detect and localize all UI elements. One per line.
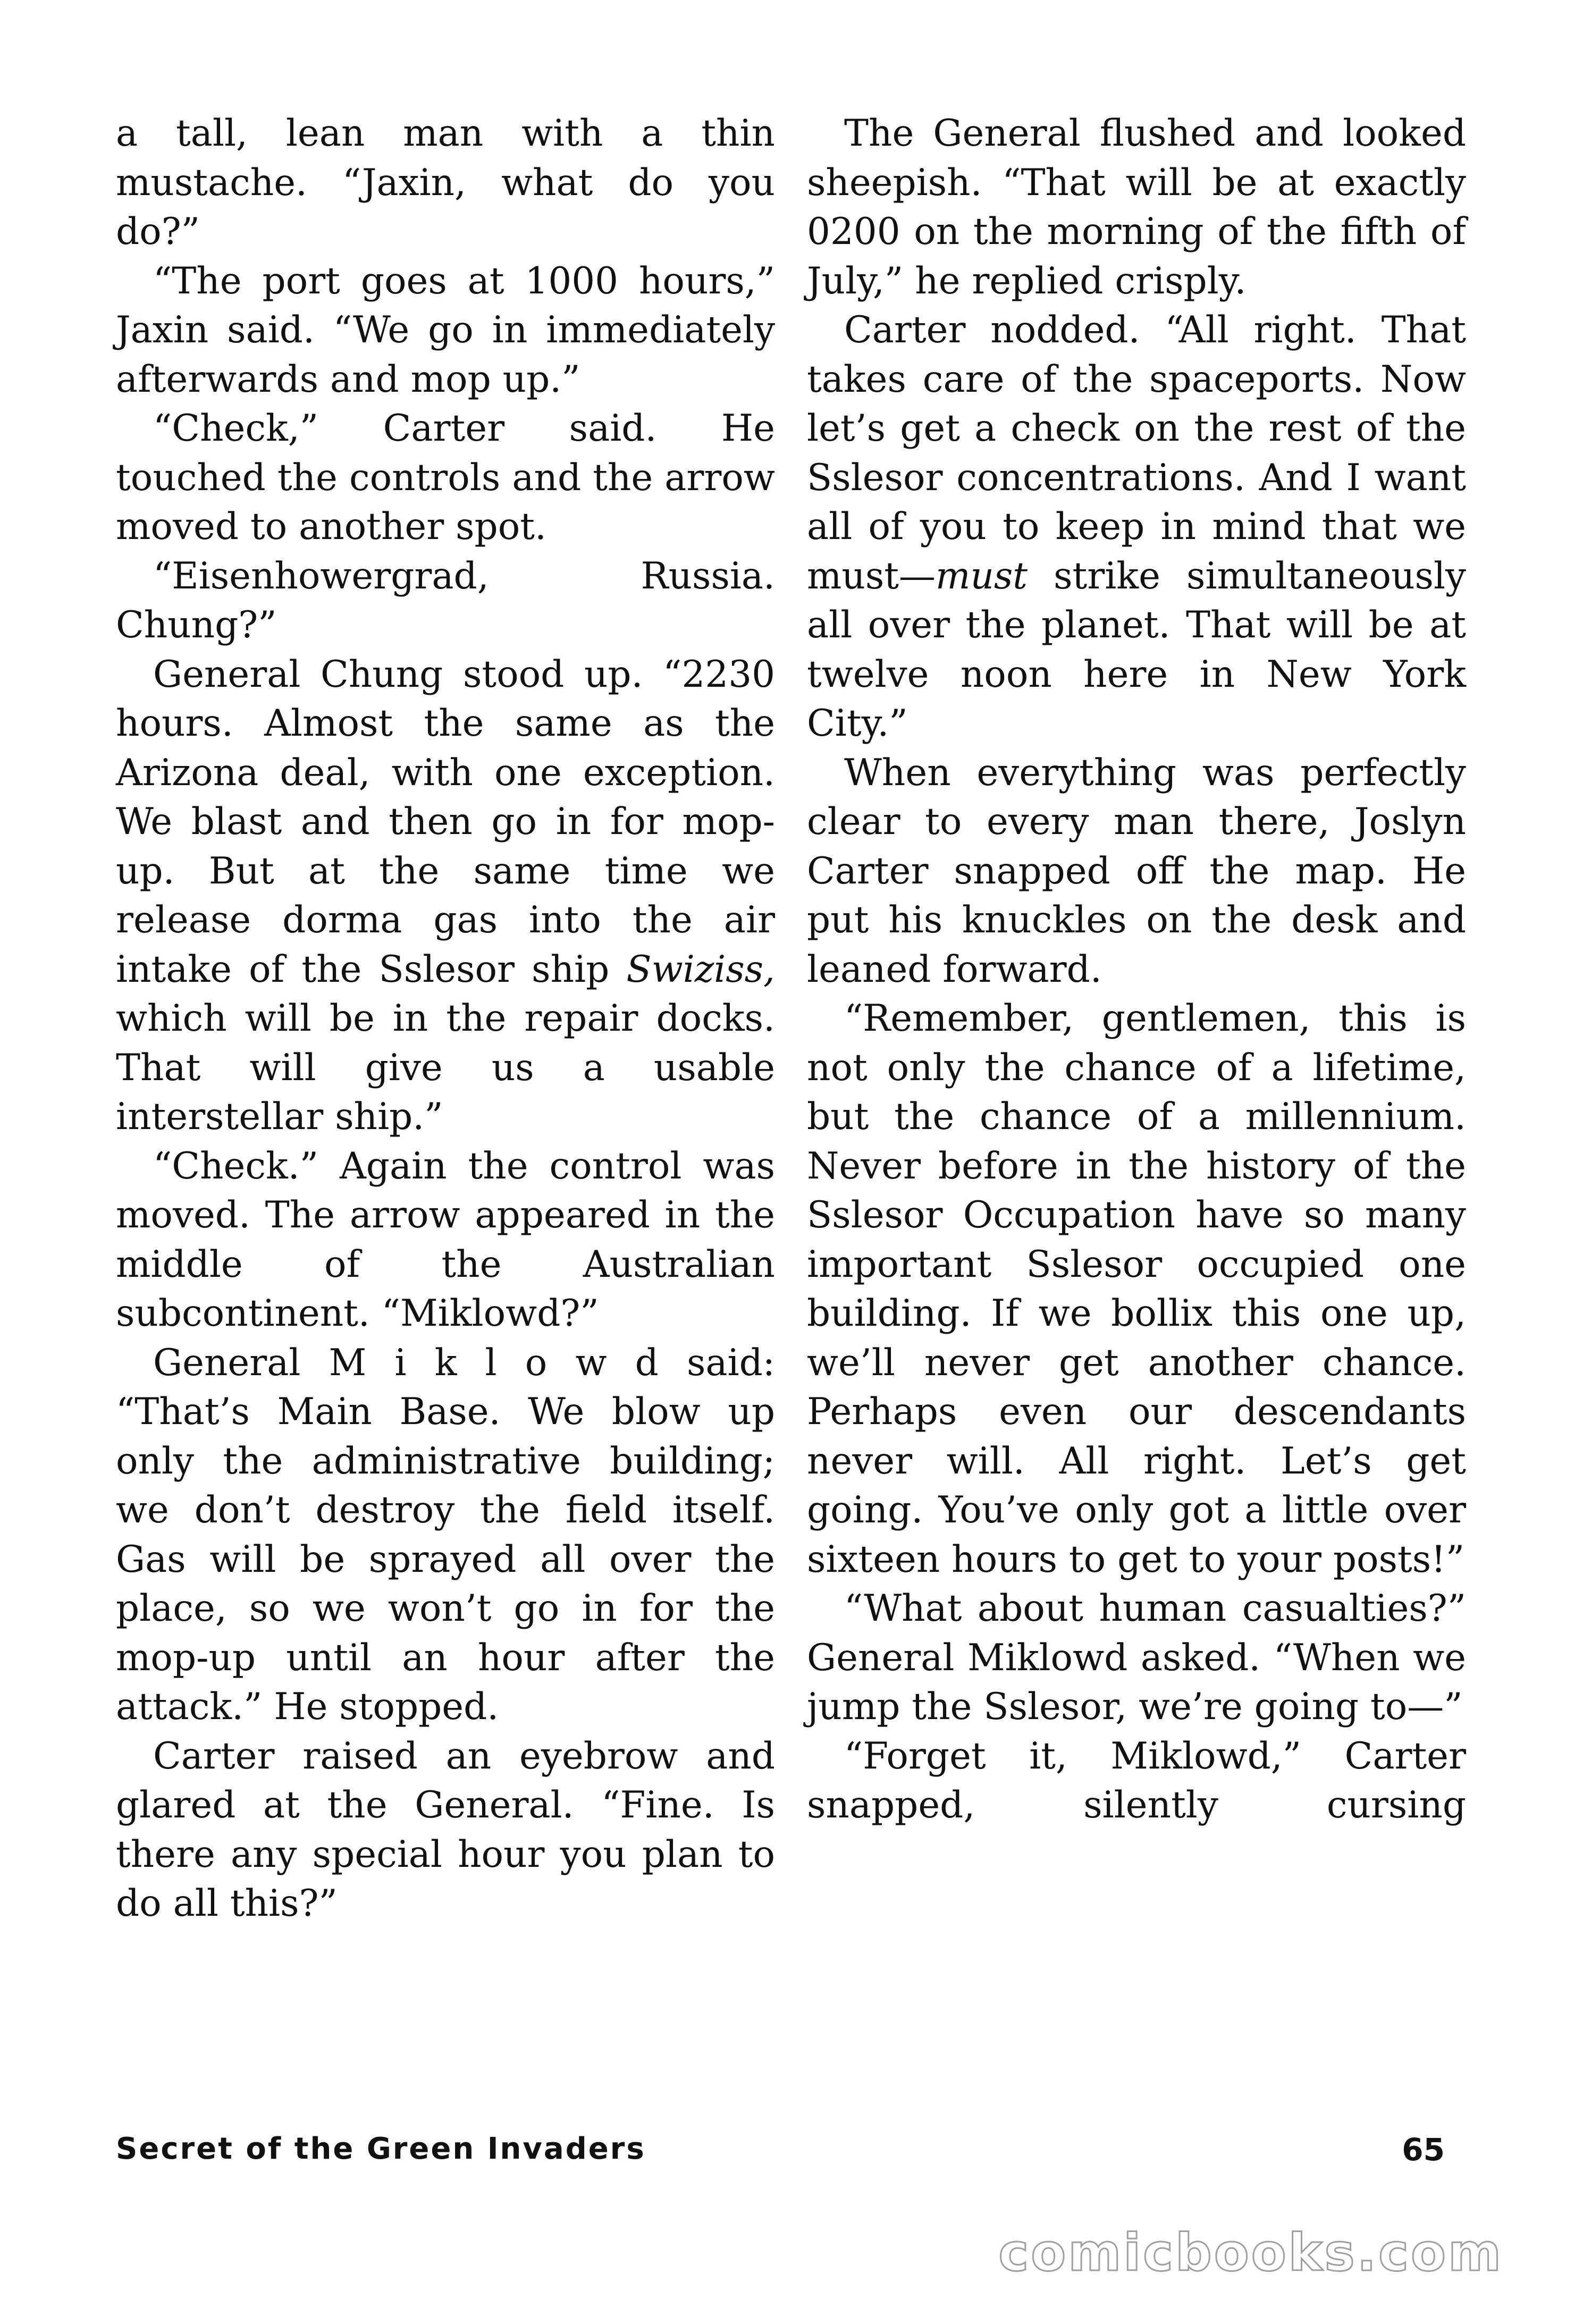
page-footer	[116, 2132, 1445, 2179]
paragraph: a tall, lean man with a thin mustache. “Jaxin, what do you do?”	[116, 112, 775, 253]
paragraph: “Eisenhowergrad, Russia. Chung?”	[116, 554, 775, 646]
paragraph: General Chung stood up. “2230 hours. Almost the same as the Arizona deal, with one exception. We blast and then go in for mop-up. But at the same time we release dorma gas into the air intake of the Sslesor ship Swiziss, which will be in the repair docks. That will give us a usable interstellar ship.”	[116, 653, 775, 1138]
paragraph: Carter nodded. “All right. That takes care of the spaceports. Now let’s get a check on the rest of the Sslesor concentrations. And I want all of you to keep in mind that we must—must strike simultaneously all over the planet. That will be at twelve noon here in New York City.”	[807, 309, 1466, 745]
paragraph: When everything was perfectly clear to every man there, Joslyn Carter snapped off the map. He put his knuckles on the desk and leaned forward.	[807, 751, 1466, 991]
right-text-column	[807, 109, 1466, 1830]
paragraph: Carter raised an eyebrow and glared at the General. “Fine. Is there any special hour you plan to do all this?”	[116, 1734, 775, 1925]
paragraph: The General flushed and looked sheepish. “That will be at exactly 0200 on the morning of the fifth of July,” he replied crisply.	[807, 112, 1466, 302]
running-footer-title: Secret of the Green Invaders	[116, 2132, 646, 2166]
paragraph: General M i k l o w d said: “That’s Main Base. We blow up only the administrative building; we don’t destroy the field itself. Gas will be sprayed all over the place, so we won’t go in for the mop-up until an hour after the attack.” He stopped.	[116, 1341, 775, 1728]
paragraph: “Forget it, Miklowd,” Carter snapped, silently cursing	[807, 1734, 1466, 1826]
paragraph: “What about human casualties?” General Miklowd asked. “When we jump the Sslesor, we’re going to—”	[807, 1587, 1466, 1728]
paragraph: “Check,” Carter said. He touched the controls and the arrow moved to another spot.	[116, 407, 775, 548]
paragraph: “Remember, gentlemen, this is not only the chance of a lifetime, but the chance of a millennium. Never before in the history of the Sslesor Occupation have so many important Sslesor occupied one building. If we bollix this one up, we’ll never get another chance. Perhaps even our descendants never will. All right. Let’s get going. You’ve only got a little over sixteen hours to get to your posts!”	[807, 997, 1466, 1581]
page-number: 65	[1402, 2132, 1445, 2168]
paragraph: “Check.” Again the control was moved. The arrow appeared in the middle of the Australian subcontinent. “Miklowd?”	[116, 1144, 775, 1335]
left-text-column	[116, 109, 775, 1929]
paragraph: “The port goes at 1000 hours,” Jaxin said. “We go in immediately afterwards and mop up.”	[116, 259, 775, 401]
watermark-logo: comicbooks.com	[998, 2223, 1503, 2283]
